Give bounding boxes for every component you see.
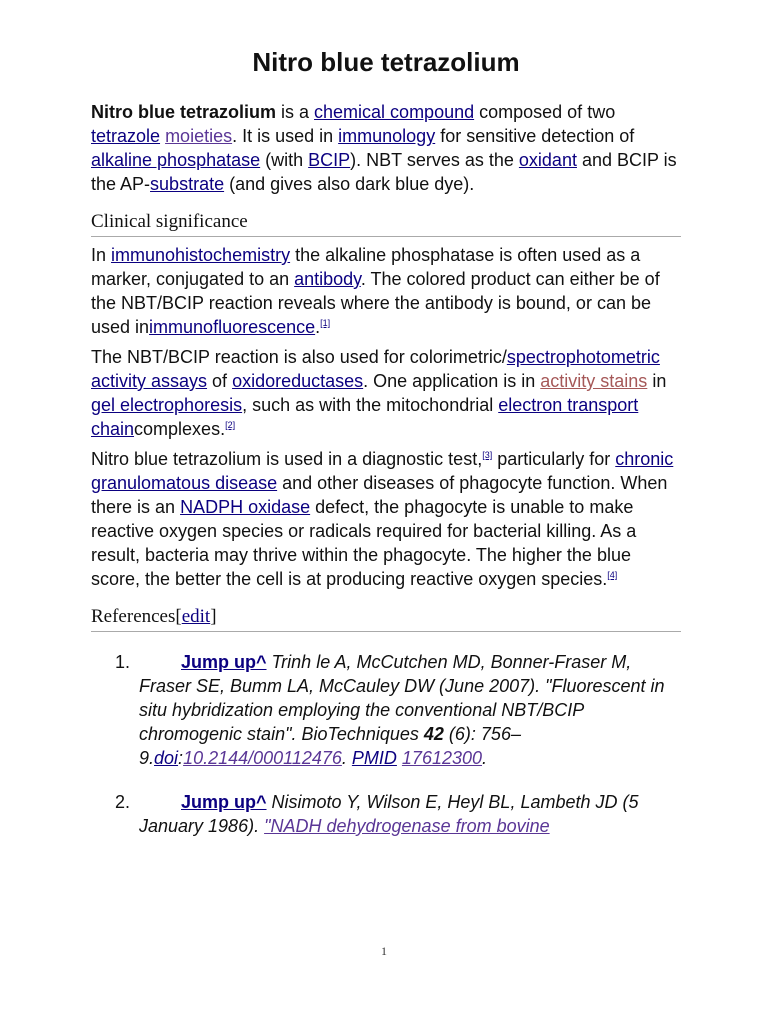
reference-title-link[interactable]: "NADH dehydrogenase from bovine [264, 816, 550, 836]
link-alkaline-phosphatase[interactable]: alkaline phosphatase [91, 150, 261, 170]
clinical-paragraph-2 [91, 345, 681, 441]
reference-text: Trinh le A, McCutchen MD, Bonner-Fraser M, Fraser SE, Bumm LA, McCauley DW (June 2007). "Fluorescent in situ hybridization employing the conventional NBT/BCIP chromogenic stain". BioTechniques [139, 652, 665, 744]
link-immunohistochemistry[interactable]: immunohistochemistry [111, 245, 291, 265]
reference-list [91, 650, 681, 838]
link-oxidoreductases[interactable]: oxidoreductases [232, 371, 364, 391]
body-text: . One application is in [363, 371, 541, 391]
link-tetrazole[interactable]: tetrazole [91, 126, 161, 146]
reference-text: . [482, 748, 488, 768]
intro-text: is a [276, 102, 315, 122]
link-immunology[interactable]: immunology [338, 126, 436, 146]
reference-item [91, 790, 681, 838]
jump-up-link[interactable]: Jump up^ [181, 792, 267, 812]
link-spectrophotometric[interactable]: spectrophotometric [506, 347, 660, 367]
intro-paragraph [91, 100, 681, 196]
body-text: The NBT/BCIP reaction is also used for colorimetric/ [91, 347, 507, 367]
jump-up-link[interactable]: Jump up^ [181, 652, 267, 672]
body-text: of [207, 371, 233, 391]
doi-label-link[interactable]: doi [154, 748, 179, 768]
intro-text: (and gives also dark blue dye). [224, 174, 475, 194]
reference-number: 1. [115, 652, 131, 672]
citation-1[interactable]: [1] [320, 318, 331, 328]
link-nadph-oxidase[interactable]: NADPH oxidase [180, 497, 311, 517]
edit-bracket: ] [210, 606, 217, 627]
body-text: and other diseases of phagocyte function. When there is an [91, 473, 668, 517]
reference-number: 2. [115, 792, 131, 812]
section-heading-clinical: Clinical significance [91, 210, 681, 237]
body-text: in [647, 371, 667, 391]
body-text: particularly for [492, 449, 616, 469]
intro-text: and BCIP is the AP- [91, 150, 677, 194]
document-page [91, 44, 681, 858]
intro-text: (with [260, 150, 309, 170]
citation-2[interactable]: [2] [225, 420, 236, 430]
edit-bracket: [ [175, 606, 182, 627]
link-bcip[interactable]: BCIP [308, 150, 351, 170]
reference-volume: 42 [423, 724, 444, 744]
references-heading-text: References [91, 606, 176, 627]
clinical-paragraph-1 [91, 243, 681, 339]
edit-link[interactable]: edit [181, 606, 211, 627]
body-text: Nitro blue tetrazolium is used in a diagnostic test, [91, 449, 483, 469]
intro-text: . It is used in [232, 126, 339, 146]
intro-text: ). NBT serves as the [350, 150, 519, 170]
link-electron-transport-chain[interactable]: electron transport chain [91, 395, 639, 439]
body-text: complexes. [134, 419, 226, 439]
body-text: In [91, 245, 112, 265]
link-chemical-compound[interactable]: chemical compound [314, 102, 475, 122]
link-moieties[interactable]: moieties [165, 126, 233, 146]
body-text: . The colored product can either be of the NBT/BCIP reaction reveals where the antibody is bound, or can be used in [91, 269, 660, 337]
link-substrate[interactable]: substrate [150, 174, 225, 194]
link-antibody[interactable]: antibody [294, 269, 361, 289]
body-text: , such as with the mitochondrial [242, 395, 499, 415]
link-activity-stains[interactable]: activity stains [540, 371, 648, 391]
body-text: defect, the phagocyte is unable to make reactive oxygen species or radicals required for bacterial killing. As a result, bacteria may thrive within the phagocyte. The higher the blue score, the better the cell is at producing reactive oxygen species. [91, 497, 637, 589]
citation-3[interactable]: [3] [482, 450, 493, 460]
page-title: Nitro blue tetrazolium [252, 47, 520, 77]
citation-4[interactable]: [4] [607, 570, 618, 580]
clinical-paragraph-3 [91, 447, 681, 591]
pmid-label-link[interactable]: PMID [351, 748, 397, 768]
section-heading-references [91, 605, 681, 632]
body-text: the alkaline phosphatase is often used as a marker, conjugated to an [91, 245, 641, 289]
doi-link[interactable]: 10.2144/000112476 [183, 748, 342, 768]
body-text: . [315, 317, 321, 337]
page-number: 1 [381, 944, 387, 958]
reference-text: : [178, 748, 184, 768]
reference-text: . [341, 748, 352, 768]
link-activity-assays[interactable]: activity assays [91, 371, 208, 391]
intro-bold-term: Nitro blue tetrazolium [91, 102, 277, 122]
reference-text: (6): 756–9. [139, 724, 521, 768]
reference-text: Nisimoto Y, Wilson E, Heyl BL, Lambeth JD (5 January 1986). [139, 792, 639, 836]
intro-text: for sensitive detection of [435, 126, 635, 146]
intro-text: composed of two [474, 102, 616, 122]
reference-item [91, 650, 681, 770]
link-chronic-granulomatous-disease[interactable]: chronic granulomatous disease [91, 449, 674, 493]
link-oxidant[interactable]: oxidant [518, 150, 577, 170]
link-gel-electrophoresis[interactable]: gel electrophoresis [91, 395, 243, 415]
pmid-link[interactable]: 17612300 [401, 748, 483, 768]
link-immunofluorescence[interactable]: immunofluorescence [149, 317, 316, 337]
